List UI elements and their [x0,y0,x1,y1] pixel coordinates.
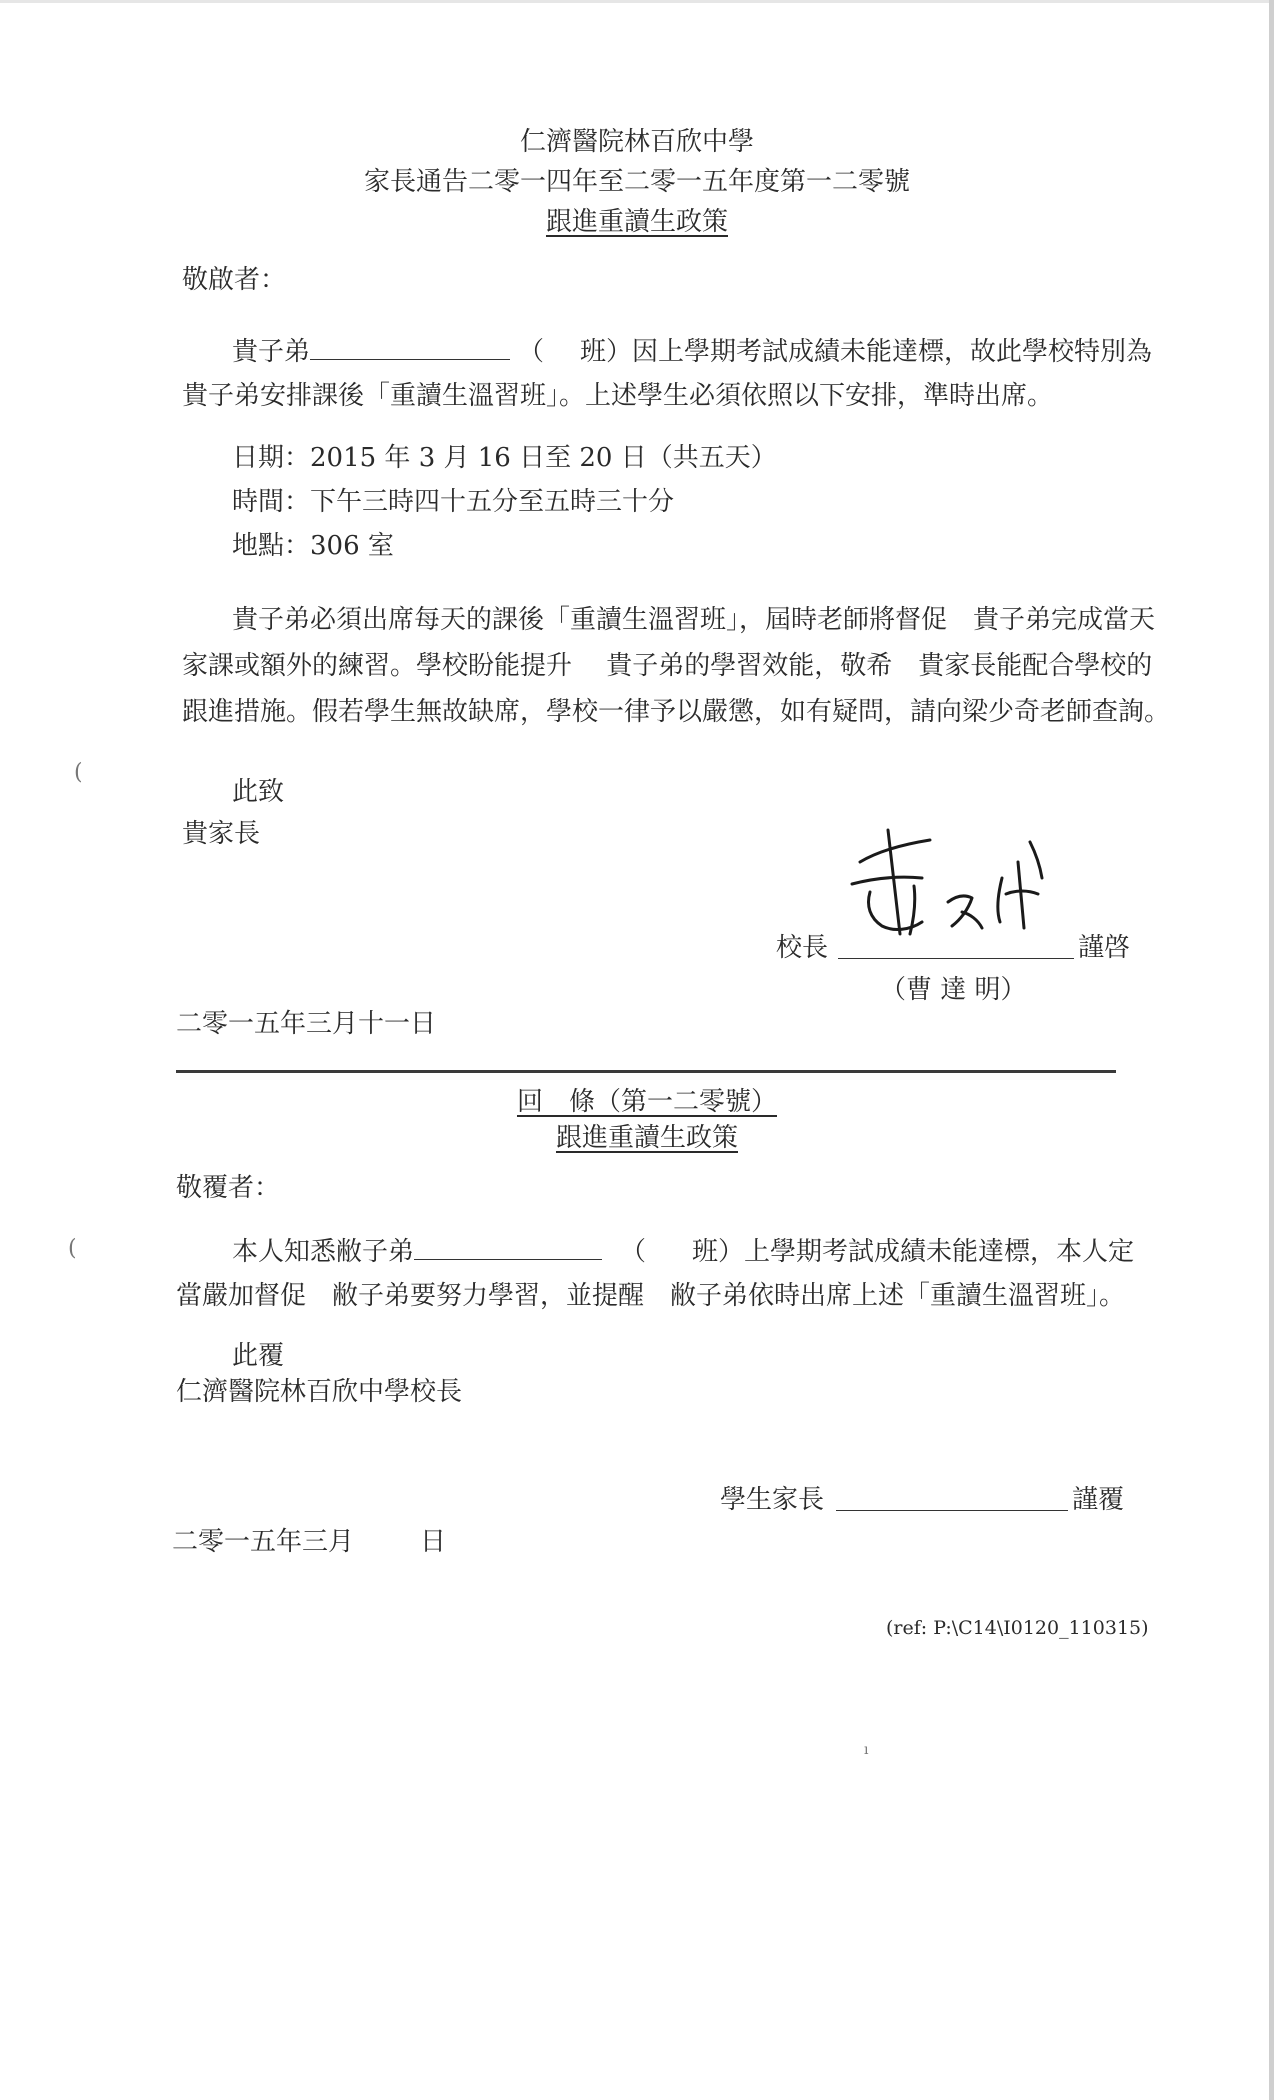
signature-line [838,958,1074,959]
para2-line1: 貴子弟必須出席每天的課後「重讀生溫習班」，屆時老師將督促 貴子弟完成當天 [232,605,1156,635]
para2-line2: 家課或額外的練習。學校盼能提升 貴子弟的學習效能，敬希 貴家長能配合學校的 [182,651,1153,681]
reply-date [172,1524,446,1560]
schedule-time: 時間：下午三時四十五分至五時三十分 [232,487,675,517]
schedule-date: 日期：2015 年 3 月 16 日至 20 日（共五天） [232,443,777,473]
reply-para-line2: 當嚴加督促 敝子弟要努力學習，並提醒 敝子弟依時出席上述「重讀生溫習班」。 [176,1281,1126,1311]
reply-para-line1 [232,1234,1134,1270]
reply-date-day-label: 日 [420,1527,447,1557]
schedule-place: 地點：306 室 [232,531,394,561]
reply-subject: 跟進重讀生政策 [555,1123,738,1153]
principal-signature [830,822,1070,952]
reply-class-blank[interactable] [646,1259,692,1260]
reply-subject-wrap [10,1120,1274,1156]
reply-date-month: 二零一五年三月 [172,1527,355,1557]
parent-signature-line[interactable] [836,1510,1068,1511]
para1-line1 [232,334,1152,370]
closing-1: 此致 [232,777,285,807]
notice-subject-wrap [0,204,1274,240]
scan-mark: ( [74,760,83,785]
notice-subject: 跟進重讀生政策 [545,207,728,237]
reply-salutation: 敬覆者： [176,1173,281,1203]
scan-edge-right [1269,0,1274,2100]
para1-class-text: 班）因上學期考試成績未能達標，故此學校特別為 [580,337,1153,367]
principal-title: 校長 [776,933,829,963]
reply-title-wrap [10,1084,1274,1120]
tear-off-divider [176,1070,1116,1073]
parent-label: 學生家長 [720,1485,825,1515]
reply-student-label: 本人知悉敝子弟 [232,1237,415,1267]
scan-mark: ( [68,1236,77,1261]
salutation: 敬啟者： [182,265,287,295]
file-reference: (ref: P:\C14\I0120_110315) [886,1617,1149,1639]
para1-line2: 貴子弟安排課後「重讀生溫習班」。上述學生必須依照以下安排，準時出席。 [182,381,1054,411]
reply-student-name-blank[interactable] [414,1258,602,1260]
reply-open-paren: （ [620,1237,647,1267]
respect-close: 謹啓 [1078,933,1131,963]
scan-mark: ı [864,1742,869,1758]
reply-class-text: 班）上學期考試成績未能達標，本人定 [692,1237,1135,1267]
student-name-blank[interactable] [310,358,510,360]
reply-closing-1: 此覆 [232,1341,285,1371]
principal-name: （曹 達 明） [880,975,1027,1005]
school-name: 仁濟醫院林百欣中學 [519,127,754,157]
closing-2: 貴家長 [182,819,261,849]
reply-closing-2: 仁濟醫院林百欣中學校長 [176,1377,463,1407]
parent-respect-close: 謹覆 [1072,1485,1125,1515]
class-blank[interactable] [544,359,580,360]
para2-line3: 跟進措施。假若學生無故缺席，學校一律予以嚴懲，如有疑問，請向梁少奇老師查詢。 [182,697,1171,727]
notice-number: 家長通告二零一四年至二零一五年度第一二零號 [363,167,910,197]
issue-date: 二零一五年三月十一日 [176,1009,437,1039]
para1-student-label: 貴子弟 [232,337,311,367]
para1-open-paren: （ [518,337,545,367]
reply-title: 回 條（第一二零號） [516,1087,777,1117]
scan-edge-top [0,0,1274,3]
